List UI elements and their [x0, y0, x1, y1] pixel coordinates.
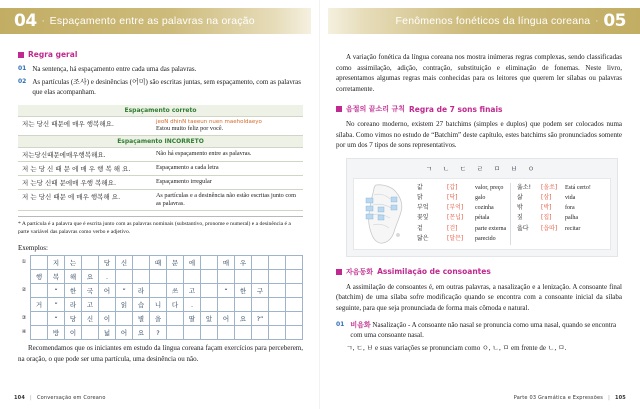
right-page-number: 105 [614, 395, 626, 401]
grid-cell [269, 312, 286, 326]
word-entry [417, 203, 507, 213]
grid-cell [82, 256, 99, 270]
rule-number: 02 [18, 77, 27, 85]
table-row [18, 147, 303, 161]
grid-cell: 방 [48, 326, 65, 340]
regra-geral-heading [18, 50, 303, 59]
grid-cell [252, 256, 269, 270]
grid-cell: 습 [133, 298, 150, 312]
word-meaning: galo [475, 194, 486, 201]
word-meaning: vida [565, 194, 576, 201]
grid-cell: 고 [184, 284, 201, 298]
grid-cell [286, 256, 303, 270]
word-korean: 읊다 [517, 224, 529, 232]
grid-cell: “ [48, 284, 65, 298]
word-pronunciation: [박] [541, 204, 552, 212]
band-correct-pt: correto [171, 106, 197, 114]
grid-cell [269, 256, 286, 270]
grid-cell: 신 [82, 312, 99, 326]
band-incorrect-pt: INCORRETO [164, 137, 204, 145]
grid-cell [31, 312, 48, 326]
grid-cell: . [99, 270, 116, 284]
map-label-box [391, 197, 397, 202]
closing-paragraph: Recomendamos que os iniciantes em estudo da língua coreana façam exercícios para perceberem, na oração, o que pode ser uma partícula, uma desinência ou não. [18, 344, 303, 363]
incorrect-note: Não há espaçamento entre as palavras. [152, 147, 303, 161]
band-incorrect-kr: Espaçamento [117, 137, 163, 145]
left-footer-label: Conversação em Coreano [36, 395, 106, 401]
grid-cell: 요 [235, 312, 252, 326]
word-entry [417, 234, 507, 244]
grid-cell [150, 284, 167, 298]
grid-cell: 고 [82, 298, 99, 312]
grid-cell [269, 326, 286, 340]
left-chapter-header [0, 8, 311, 34]
table-band-correct [18, 105, 303, 117]
table-row [18, 116, 303, 135]
grid-cell [116, 312, 133, 326]
grid-cell [218, 298, 235, 312]
word-pronunciation: [삼] [541, 193, 552, 201]
map-label-box [378, 207, 384, 212]
assimilation-paragraph: A assimilação de consoantes é, em outras palavras, a nasalização e a lenização. A consoante final (batchim) de uma sílaba sofre modificação quando se encontra com a consoante inicial da sílaba seguinte, para que seja pronunciada de forma mais cômoda e natural. [336, 282, 622, 312]
word-korean: 짚 [517, 214, 523, 222]
grid-cell [235, 326, 252, 340]
grid-marker [18, 297, 30, 311]
grid-cell: 는 [65, 256, 82, 270]
word-entry [417, 224, 507, 234]
map-label-box [378, 215, 384, 220]
incorrect-note: Espaçamento irregular [152, 175, 303, 189]
left-header-separator: · [41, 16, 45, 26]
grid-cell: 이 [65, 326, 82, 340]
grid-cell: 복 [48, 270, 65, 284]
grid-cell: 문 [167, 256, 184, 270]
section-7-sounds-korean: 음절의 끝소리 규칙 [346, 105, 405, 113]
grid-cell: 딸 [184, 312, 201, 326]
grid-cell: 신 [116, 256, 133, 270]
right-chapter-header [328, 8, 640, 34]
word-meaning: palha [565, 215, 578, 222]
intro-paragraph: A variação fonética da língua coreana nos mostra inúmeras regras complexas, sendo classificadas como assimilação, adição, contração, substituição e eliminação de fonemas. Neste livro, apresentamos algumas regras mais conhecidas para os leitores que querem ler sílabas ou palavras corretamente. [336, 53, 622, 93]
grid-cell [286, 326, 303, 340]
korea-map-svg [358, 183, 414, 245]
right-header-separator: · [595, 16, 599, 26]
grid-cell: “ [218, 284, 235, 298]
grid-cell: 넓 [99, 326, 116, 340]
right-page [320, 0, 640, 409]
left-page-number: 104 [14, 395, 26, 401]
word-entry [517, 193, 603, 203]
grid-cell: 한 [235, 284, 252, 298]
word-korean: 겉 [417, 224, 423, 232]
assimilation-item [336, 320, 622, 340]
word-pronunciation: [갑] [447, 183, 458, 191]
grid-cell: 별 [133, 312, 150, 326]
map-label-box [366, 206, 373, 211]
rule-text: Na sentença, há espaçamento entre cada uma das palavras. [32, 65, 197, 73]
grid-cell [269, 284, 286, 298]
grid-cell [116, 270, 133, 284]
grid-cell [235, 270, 252, 284]
grid-cell [167, 326, 184, 340]
word-meaning: parte externa [475, 225, 507, 232]
grid-cell: 해 [65, 270, 82, 284]
word-entry [417, 183, 507, 193]
grid-cell: 다 [167, 298, 184, 312]
grid-marker: ④ [21, 329, 27, 336]
grid-cell: 읽 [116, 298, 133, 312]
grid-cell [201, 270, 218, 284]
table-band-incorrect [18, 135, 303, 147]
grid-cell [218, 270, 235, 284]
word-korean: 밖 [517, 204, 523, 212]
left-page-body [0, 34, 319, 364]
grid-cell: 우 [235, 256, 252, 270]
grid-cell: ? [150, 326, 167, 340]
grid-row [31, 284, 303, 298]
assimilation-item-number: 01 [336, 321, 345, 328]
word-pronunciation: [올쏘] [541, 183, 558, 191]
word-korean: 옳소! [517, 183, 531, 191]
section-assimilation-korean: 자음동화 [346, 267, 374, 276]
grid-cell [269, 298, 286, 312]
grid-cell: 요 [133, 326, 150, 340]
correct-translation: Estou muito feliz por você. [155, 124, 224, 132]
regra-geral-label: Regra geral [28, 50, 78, 59]
batchim-word-panel [353, 178, 611, 250]
grid-cell: ” [116, 284, 133, 298]
grid-cell: 어 [218, 312, 235, 326]
grid-cell [201, 256, 218, 270]
incorrect-note: As partículas e a desinência não estão escritas junto com as palavras. [152, 189, 303, 210]
grid-cell [252, 270, 269, 284]
batchim-word-columns [414, 183, 606, 245]
grid-cell [184, 326, 201, 340]
band-correct-cell [18, 105, 303, 117]
word-pronunciation: [걷] [447, 224, 458, 232]
rule-text: As partículas (조사) e desinências (어미) são escritas juntas, sem espaçamento, com as palavras que elas acompanham. [32, 77, 302, 96]
grid-cell [201, 284, 218, 298]
grid-cell: 국 [82, 284, 99, 298]
grid-cell [201, 326, 218, 340]
grid-cell: 이 [99, 312, 116, 326]
grid-cell: 구 [252, 284, 269, 298]
seven-representative-sounds: ㄱ ㄴ ㄷ ㄹ ㅁ ㅂ ㅇ [425, 164, 539, 173]
left-footer-separator: | [30, 395, 32, 401]
grid-cell: 한 [65, 284, 82, 298]
word-meaning: valor, preço [475, 184, 504, 191]
assimilation-item-body [350, 320, 622, 340]
assimilation-item-text: Nasalização - A consoante não nasal se pronuncia como uma nasal, quando se encontra com uma consoante nasal. [350, 321, 617, 340]
word-meaning: fora [565, 205, 575, 212]
section-7-sounds-heading [336, 104, 622, 114]
grid-cell: 을 [150, 312, 167, 326]
word-entry [417, 193, 507, 203]
grid-cell: ” [48, 298, 65, 312]
word-pronunciation: [읍따] [541, 224, 558, 232]
grid-cell [201, 298, 218, 312]
grid-cell [150, 270, 167, 284]
grid-cell: 거 [31, 298, 48, 312]
right-chapter-number: 05 [603, 11, 626, 31]
word-entry [417, 213, 507, 223]
grid-marker: ② [21, 287, 27, 294]
word-meaning: pétala [475, 215, 490, 222]
seven-sounds-paragraph: No coreano moderno, existem 27 batchims (simples e duplos) que podem ser colocados numa sílaba. Como vimos no estudo de “Batchim” deste capítulo, estes batchims são pronunciados somente por um dos 7 tipos de sons representativos. [336, 120, 622, 149]
grid-row [31, 326, 303, 340]
grid-cell [286, 270, 303, 284]
grid-cell [133, 256, 150, 270]
grid-marker [18, 269, 30, 283]
grid-row [31, 256, 303, 270]
section-assimilation-heading [336, 267, 622, 277]
rule-item [18, 77, 303, 97]
grid-cell [133, 270, 150, 284]
word-korean: 부엌 [417, 204, 429, 212]
word-korean: 꽃잎 [417, 214, 429, 222]
manuscript-grid [30, 255, 303, 340]
grid-marker: ③ [21, 315, 27, 322]
word-korean: 닮은 [417, 234, 429, 242]
word-entry [517, 203, 603, 213]
incorrect-korean: 저 는 당신 때문 에 매우 행복해 요. [18, 189, 152, 210]
correct-korean: 저는 당신 때문에 매우 행복해요. [18, 116, 152, 135]
grid-cell [269, 270, 286, 284]
left-page-footer [14, 395, 106, 401]
word-entry [517, 183, 603, 193]
word-korean: 삶 [517, 193, 523, 201]
grid-cell: 당 [65, 312, 82, 326]
word-korean: 닭 [417, 193, 423, 201]
table-row [18, 161, 303, 175]
grid-cell: 쓰 [167, 284, 184, 298]
section-assimilation-label: Assimilação de consoantes [377, 267, 491, 276]
grid-cell [167, 270, 184, 284]
left-chapter-title: Espaçamento entre as palavras na oração [49, 15, 255, 27]
grid-cell: 때 [150, 256, 167, 270]
grid-cell [99, 298, 116, 312]
grid-cell: 니 [150, 298, 167, 312]
word-meaning: recitar [565, 225, 581, 232]
word-pronunciation: [꼰닙] [447, 214, 464, 222]
grid-marker: ① [21, 259, 27, 266]
grid-cell [31, 284, 48, 298]
korea-map-illustration [358, 183, 414, 245]
batchim-table-box [346, 158, 618, 257]
right-footer-separator: | [608, 395, 610, 401]
grid-cell [286, 312, 303, 326]
partícula-footnote: * A partícula é a palavra que é escrita junto com as palavras nominais (substantivo, pronome e numeral) e a desinência é a parte variável das palavras como verbo e adjetivo. [18, 216, 303, 236]
incorrect-korean: 저 는 당 신 때 문 에 매 우 행 복 해 요. [18, 161, 152, 175]
manuscript-grid-wrap [18, 255, 303, 340]
word-meaning: Está certo! [565, 184, 591, 191]
band-incorrect-cell [18, 135, 303, 147]
band-correct-kr: Espaçamento [124, 106, 170, 114]
grid-cell [235, 298, 252, 312]
word-pronunciation: [달믄] [447, 234, 464, 242]
grid-cell [286, 284, 303, 298]
square-bullet-icon [18, 52, 24, 58]
word-column-right [510, 183, 606, 245]
section-7-sounds-label: Regra de 7 sons finais [408, 104, 503, 114]
grid-cell: 어 [116, 326, 133, 340]
table-row [18, 175, 303, 189]
spacing-examples-table [18, 105, 303, 211]
rule-number: 01 [18, 65, 27, 72]
grid-cell: 당 [99, 256, 116, 270]
grid-cell [286, 298, 303, 312]
map-label-box [391, 205, 397, 210]
right-page-footer [514, 395, 626, 401]
assimilation-subtext: ㄱ, ㄷ, ㅂ e suas variações se pronunciam como ㅇ, ㄴ, ㅁ em frente de ㄴ, ㅁ. [346, 343, 567, 352]
grid-cell [252, 326, 269, 340]
grid-cell: 라 [133, 284, 150, 298]
map-label-box [366, 198, 373, 203]
incorrect-korean: 저 는당 신때 문에매 우행 복해요. [18, 175, 152, 189]
grid-cell [184, 270, 201, 284]
grid-cell: 요 [82, 270, 99, 284]
word-pronunciation: [집] [541, 214, 552, 222]
word-korean: 값 [417, 183, 423, 191]
grid-row [31, 312, 303, 326]
word-meaning: parecido [475, 235, 496, 242]
incorrect-korean: 저는당신때문에매우행복해요. [18, 147, 152, 161]
grid-cell [31, 256, 48, 270]
jeju-island [396, 233, 399, 236]
grid-cell: 았 [201, 312, 218, 326]
incorrect-note: Espaçamento a cada letra [152, 161, 303, 175]
right-chapter-title: Fenômenos fonéticos da língua coreana [395, 15, 591, 27]
assimilation-item-korean: 비음화 [350, 321, 371, 329]
word-entry [517, 224, 603, 234]
word-column-left [414, 183, 510, 245]
grid-cell [167, 312, 184, 326]
grid-row [31, 298, 303, 312]
grid-cell: . [184, 298, 201, 312]
correct-gloss-cell [152, 116, 303, 135]
grid-cell: 행 [31, 270, 48, 284]
word-pronunciation: [닥] [447, 193, 458, 201]
grid-row-markers [18, 255, 30, 340]
grid-cell: ?” [252, 312, 269, 326]
word-entry [517, 213, 603, 223]
right-page-body [320, 34, 640, 353]
left-chapter-number: 04 [14, 11, 37, 31]
grid-cell [218, 326, 235, 340]
square-bullet-icon [336, 106, 342, 112]
grid-cell [82, 326, 99, 340]
word-pronunciation: [부억] [447, 204, 464, 212]
grid-row [31, 270, 303, 284]
square-bullet-icon [336, 269, 342, 275]
word-meaning: cozinha [475, 205, 494, 212]
examples-label: Exemplos: [18, 244, 48, 253]
grid-cell [31, 326, 48, 340]
right-footer-label: Parte 03 Gramática e Expressões [513, 395, 604, 401]
correct-romanization: jeoN dhinN taeeun nuen maeholdaeyo [155, 118, 262, 125]
grid-cell: 어 [99, 284, 116, 298]
grid-cell: 라 [65, 298, 82, 312]
grid-cell [252, 298, 269, 312]
rule-item [18, 64, 303, 74]
grid-cell: 에 [184, 256, 201, 270]
map-label-box [366, 214, 373, 219]
grid-cell: 지 [48, 256, 65, 270]
grid-cell: “ [48, 312, 65, 326]
grid-cell: 매 [218, 256, 235, 270]
table-row [18, 189, 303, 210]
